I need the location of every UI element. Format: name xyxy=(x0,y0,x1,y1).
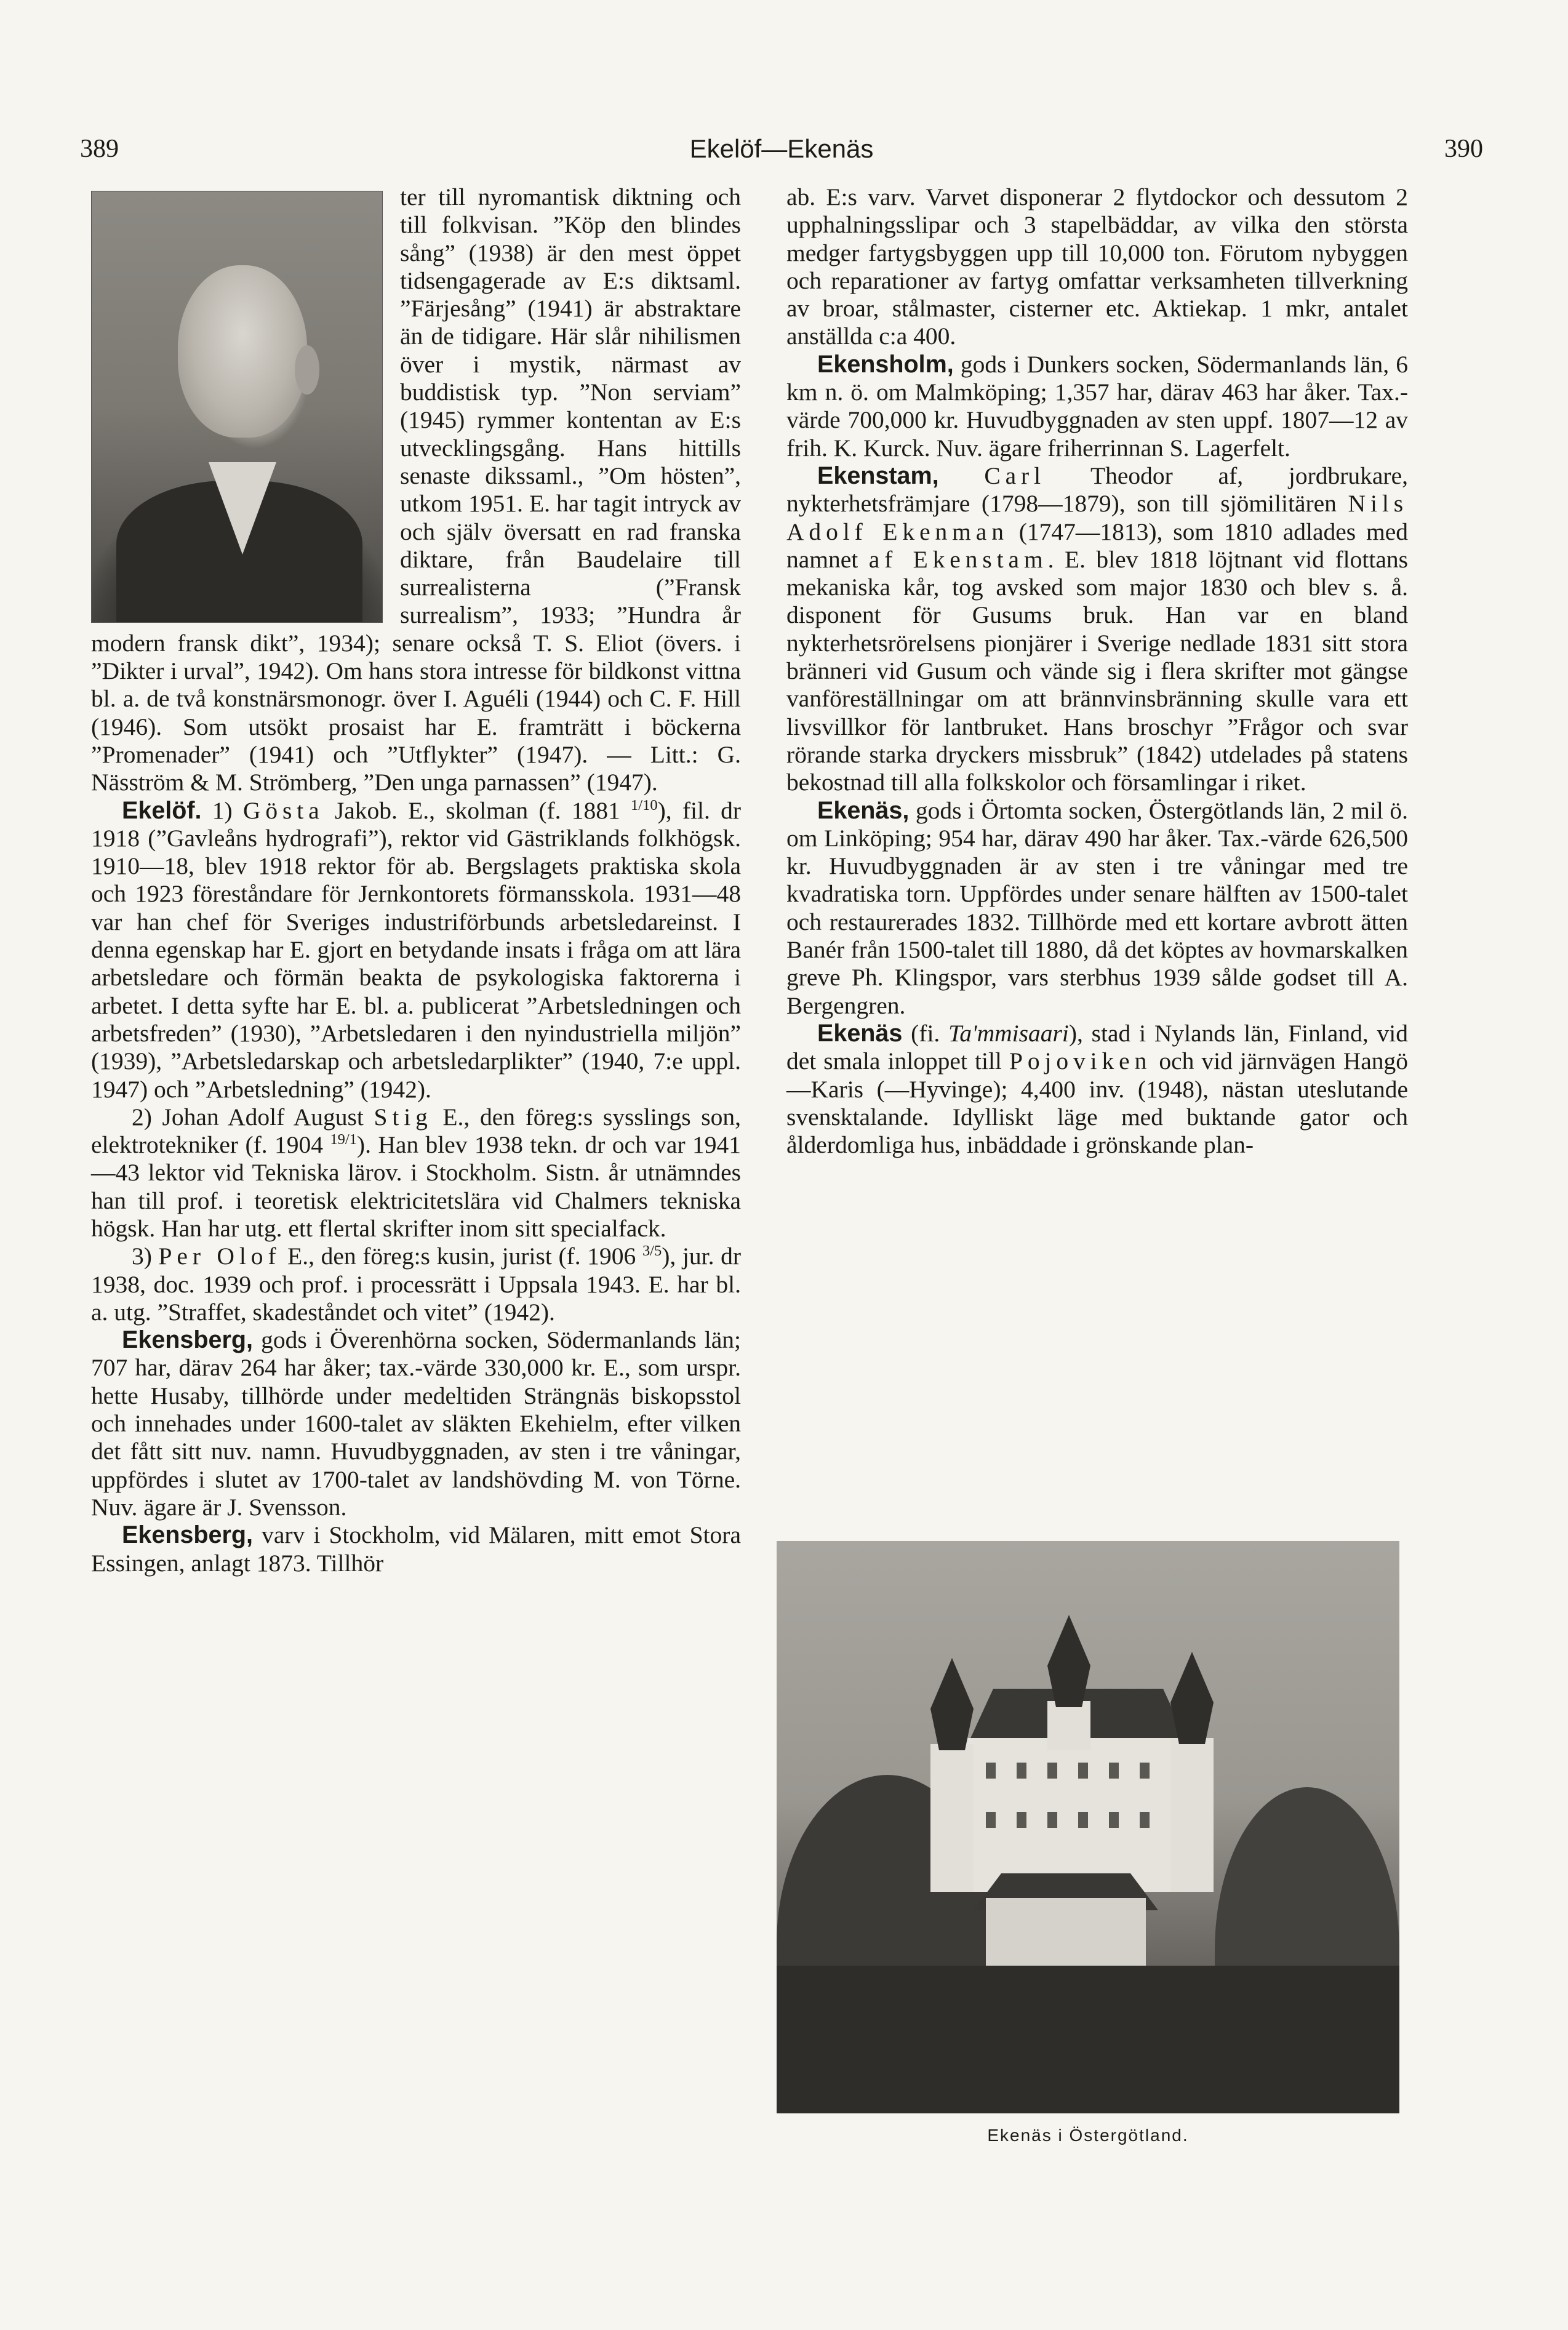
entry-headword: Ekenäs xyxy=(817,1019,903,1047)
running-header xyxy=(80,134,1483,171)
castle-photo xyxy=(777,1541,1399,2113)
spire-left xyxy=(930,1658,974,1750)
entry-ekenstam: Ekenstam, Carl Theodor af, jordbrukare, nykterhetsfrämjare (1798—1879), son till sjömilitären Nils Adolf Ekenman (1747—1813), som 1810 adlades med namnet af Ekenstam. E. blev 1818 löjtnant vid flottans mekaniska kår, tog avsked som major 1830 och blev s. å. disponent för Gusums bruk. Han var en bland nykterhetsrörelsens pionjärer i Sverige nedlade 1831 sitt stora bränneri vid Gusum och vände sig i flera skrifter mot gängse vanföreställningar om att brännvinsbränning skulle vara ett livsvillkor för lantbruket. Hans broschyr ”Frågor och svar rörande starka dryckers missbruk” (1842) utdelades på statens bekostnad till alla folkskolor och församlingar i riket. xyxy=(786,462,1408,796)
entry-ekenas-stad: Ekenäs (fi. Ta'mmisaari), stad i Nylands län, Finland, vid det smala inloppet till Pojoviken och vid järnvägen Hangö—Karis (—Hyvinge); 4,400 inv. (1948), nästan uteslutande svensktalande. Idylliskt läge med buktande gator och ålderdomliga hus, inbäddade i grönskande plan- xyxy=(786,1019,1408,1159)
running-title: Ekelöf—Ekenäs xyxy=(689,134,874,163)
entry-ekelof-3: 3) Per Olof E., den föreg:s kusin, jurist (f. 1906 $^{3/5}$), jur. dr 1938, doc. 1939 och prof. i processrätt i Uppsala 1943. E. har bl. a. utg. ”Straffet, skadeståndet och vitet” (1942). xyxy=(91,1243,742,1326)
continued-paragraph xyxy=(91,183,741,797)
page-number-right: 390 xyxy=(1444,135,1483,163)
entry-ekensberg-gods: Ekensberg, gods i Överenhörna socken, Södermanlands län; 707 har, därav 264 har åker; tax.-värde 330,000 kr. E., som urspr. hette Husaby, tillhörde under medeltiden Strängnäs biskopsstol och innehades under 1600-talet av släkten Ekehielm, efter vilken det fått sitt nuv. namn. Huvudbyggnaden, av sten i tre våningar, uppfördes i slutet av 1700-talet av landshövding M. von Törne. Nuv. ägare är J. Svensson. xyxy=(91,1326,741,1521)
entry-ekenas-gods: Ekenäs, gods i Örtomta socken, Östergötlands län, 2 mil ö. om Linköping; 954 har, därav 490 har åker. Tax.-värde 626,500 kr. Huvudbyggnaden är av sten i tre våningar med tre kvadratiska torn. Uppfördes under senare hälften av 1500-talet och restaurerades 1832. Tillhörde med ett kortare avbrott ätten Banér från 1500-talet till 1880, då det köptes av hovmarskalken greve Ph. Klingspor, vars sterbhus 1939 sålde godset till A. Bergengren. xyxy=(786,796,1408,1019)
entry-headword: Ekensholm, xyxy=(817,350,954,378)
entry-headword: Ekelöf. xyxy=(122,796,202,824)
entry-headword: Ekenäs, xyxy=(817,796,910,824)
spire-middle xyxy=(1047,1615,1090,1707)
entry-headword: Ekenstam, xyxy=(817,462,939,489)
portrait-face xyxy=(178,265,307,438)
tower-left xyxy=(930,1744,974,1892)
page-number-left: 389 xyxy=(80,135,119,163)
left-column xyxy=(91,183,741,1577)
ekelof-bio-text: ter till nyromantisk diktning och till folkvisan. ”Köp den blindes sång” (1938) är den mest öppet tidsengagerade av E:s diktsaml. ”Färjesång” (1941) är abstraktare än de tidigare. Här slår nihilismen över i mystik, närmast av buddistisk typ. ”Non serviam” (1945) rymmer kontentan av E:s utvecklingsgång. Hans hittills senaste dikssaml., ”Om hösten”, utkom 1951. E. har tagit intryck av och själv översatt en rad franska diktare, från Baudelaire till surrealisterna (”Fransk surrealism”, 1933; ”Hundra år modern fransk dikt”, 1934); senare också T. S. Eliot (övers. i ”Dikter i urval”, 1942). Om hans stora intresse för bildkonst vittna bl. a. de två konstnärsmonogr. över I. Aguéli (1944) och C. F. Hill (1946). Som utsökt prosaist har E. framträtt i böckerna ”Promenader” (1941) och ”Utflykter” (1947). — Litt.: G. Näsström & M. Strömberg, ”Den unga parnassen” (1947). xyxy=(91,183,741,796)
tower-right xyxy=(1170,1738,1214,1892)
entry-ekensholm: Ekensholm, gods i Dunkers socken, Södermanlands län, 6 km n. ö. om Malmköping; 1,357 har, därav 463 har åker. Tax.-värde 700,000 kr. Huvudbyggnaden av sten uppf. 1807—12 av frih. K. Kurck. Nuv. ägare friherrinnan S. Lagerfelt. xyxy=(786,350,1408,462)
entry-headword: Ekensberg, xyxy=(122,1521,253,1549)
date-fraction: 1/10 xyxy=(631,796,658,814)
date-fraction: 19/1 xyxy=(330,1131,357,1148)
date-fraction: 3/5 xyxy=(642,1243,662,1260)
entry-ekelof-2: 2) Johan Adolf August Stig E., den föreg:s sysslings son, elektrotekniker (f. 1904 $^{19/1}$). Han blev 1938 tekn. dr och var 1941—43 lektor vid Tekniska lärov. i Stockholm. Sistn. år utnämndes han till prof. i teoretisk elektricitetslära vid Chalmers tekniska högsk. Han har utg. ett flertal skrifter inom sitt specialfack. xyxy=(91,1103,741,1242)
right-column xyxy=(786,183,1408,1159)
continued-paragraph: ab. E:s varv. Varvet disponerar 2 flytdockor och dessutom 2 upphalningsslipar och 3 stapelbäddar, av vilka den största medger fartygsbyggen upp till 10,000 ton. Förutom nybyggen och reparationer av fartyg omfattar verksamheten tillverkning av broar, stålmaster, cisterner etc. Aktiekap. 1 mkr, antalet anställda c:a 400. xyxy=(786,183,1408,350)
entry-ekensberg-varv: Ekensberg, varv i Stockholm, vid Mälaren, mitt emot Stora Essingen, anlagt 1873. Tillhör xyxy=(91,1521,741,1577)
tower-middle xyxy=(1047,1701,1090,1750)
photo-caption: Ekenäs i Östergötland. xyxy=(987,2126,1189,2145)
rocky-ground xyxy=(777,1966,1399,2113)
lower-house xyxy=(986,1898,1146,1972)
portrait-photo xyxy=(91,191,383,623)
portrait-ear xyxy=(295,345,319,394)
spire-right xyxy=(1170,1652,1214,1744)
entry-ekelof: Ekelöf. 1) Gösta Jakob. E., skolman (f. 1881 $^{1/10}$), fil. dr 1918 (”Gavleåns hydrografi”), rektor vid Gästriklands folkhögsk. 1910—18, blev 1918 rektor för ab. Bergslagets praktiska skola och 1923 föreståndare för Jernkontorets förmansskola. 1931—48 var han chef för Sveriges industriförbunds arbetsledareinst. I denna egenskap har E. gjort en betydande insats i fråga om att lära arbetsledare och förmän beakta de psykologiska faktorerna i arbetet. I detta syfte har E. bl. a. publicerat ”Arbetsledningen och arbetsfreden” (1930), ”Arbetsledaren i den nyindustriella miljön” (1939), ”Arbetsledarskap och arbetsledarplikter” (1940, 7:e uppl. 1947) och ”Arbetsledning” (1942). xyxy=(91,796,741,1103)
entry-headword: Ekensberg, xyxy=(122,1326,253,1354)
